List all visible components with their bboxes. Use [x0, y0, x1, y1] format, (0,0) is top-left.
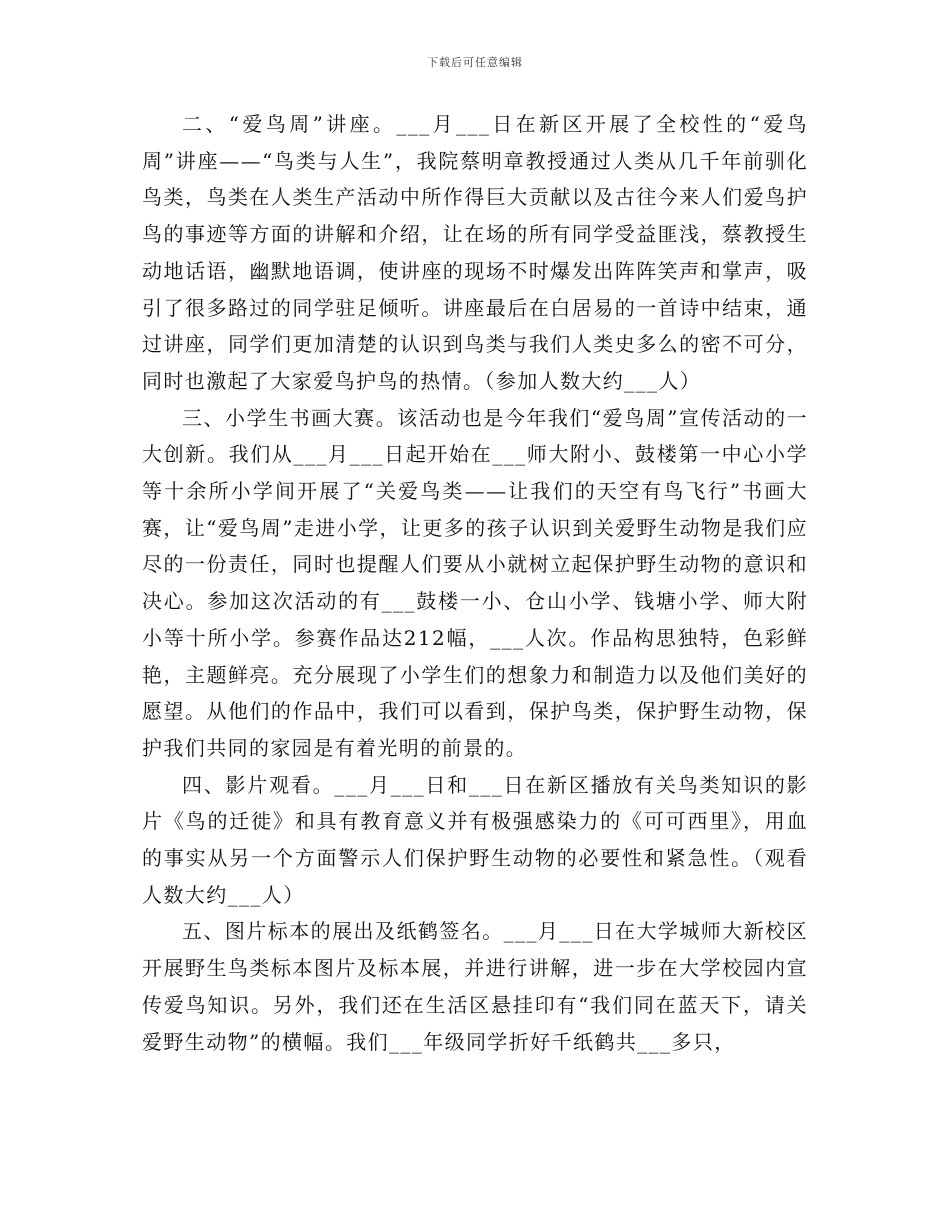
paragraph-painting-contest: 三、小学生书画大赛。该活动也是今年我们“爱鸟周”宣传活动的一大创新。我们从___月___日起开始在___师大附小、鼓楼第一中心小学等十余所小学间开展了“关爱鸟类——让我们的天空有鸟飞行”书画大赛，让“爱鸟周”走进小学，让更多的孩子认识到关爱野生动物是我们应尽的一份责任，同时也提醒人们要从小就树立起保护野生动物的意识和决心。参加这次活动的有___鼓楼一小、仓山小学、钱塘小学、师大附小等十所小学。参赛作品达212幅，___人次。作品构思独特，色彩鲜艳，主题鲜亮。充分展现了小学生们的想象力和制造力以及他们美好的愿望。从他们的作品中，我们可以看到，保护鸟类，保护野生动物，保护我们共同的家园是有着光明的前景的。 — [142, 405, 808, 760]
page-header: 下载后可任意编辑 — [427, 56, 523, 69]
document-body — [142, 106, 808, 1060]
paragraph-specimen-exhibition: 五、图片标本的展出及纸鹤签名。___月___日在大学城师大新校区开展野生鸟类标本图片及标本展，并进行讲解，进一步在大学校园内宣传爱鸟知识。另外，我们还在生活区悬挂印有“我们同在蓝天下，请关爱野生动物”的横幅。我们___年级同学折好千纸鹤共___多只， — [142, 919, 808, 1054]
paragraph-film-screening: 四、影片观看。___月___日和___日在新区播放有关鸟类知识的影片《鸟的迁徙》和具有教育意义并有极强感染力的《可可西里》，用血的事实从另一个方面警示人们保护野生动物的必要性和紧急性。（观看人数大约___人） — [142, 772, 808, 907]
paragraph-bird-week-lecture: 二、“爱鸟周”讲座。___月___日在新区开展了全校性的“爱鸟周”讲座——“鸟类与人生”，我院蔡明章教授通过人类从几千年前驯化鸟类，鸟类在人类生产活动中所作得巨大贡献以及古往今来人们爱鸟护鸟的事迹等方面的讲解和介绍，让在场的所有同学受益匪浅，蔡教授生动地话语，幽默地语调，使讲座的现场不时爆发出阵阵笑声和掌声，吸引了很多路过的同学驻足倾听。讲座最后在白居易的一首诗中结束，通过讲座，同学们更加清楚的认识到鸟类与我们人类史多么的密不可分，同时也激起了大家爱鸟护鸟的热情。（参加人数大约___人） — [142, 112, 808, 393]
